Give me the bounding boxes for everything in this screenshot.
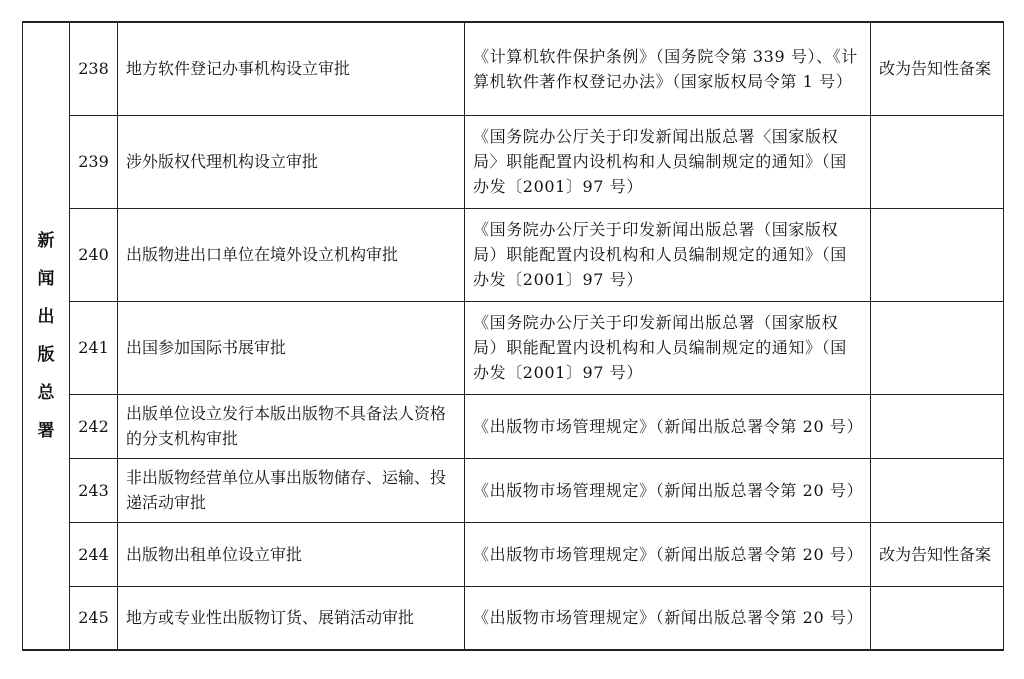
handling-note [871,394,1004,458]
handling-note: 改为告知性备案 [871,522,1004,586]
item-number: 244 [70,522,118,586]
table-row [23,22,1004,115]
item-name: 地方软件登记办事机构设立审批 [118,22,465,115]
item-number: 243 [70,458,118,522]
item-number: 240 [70,208,118,301]
handling-note [871,115,1004,208]
item-name: 出国参加国际书展审批 [118,301,465,394]
item-name: 地方或专业性出版物订货、展销活动审批 [118,586,465,650]
department-cell [23,22,70,650]
item-number: 245 [70,586,118,650]
item-name: 出版物进出口单位在境外设立机构审批 [118,208,465,301]
department-char: 出 [37,307,55,327]
legal-basis: 《出版物市场管理规定》（新闻出版总署令第 20 号） [465,586,871,650]
department-char: 署 [37,421,55,441]
item-name: 非出版物经营单位从事出版物储存、运输、投递活动审批 [118,458,465,522]
legal-basis: 《计算机软件保护条例》（国务院令第 339 号）、《计算机软件著作权登记办法》（国家版权局令第 1 号） [465,22,871,115]
table-row [23,115,1004,208]
handling-note: 改为告知性备案 [871,22,1004,115]
item-number: 239 [70,115,118,208]
item-number: 238 [70,22,118,115]
legal-basis: 《出版物市场管理规定》（新闻出版总署令第 20 号） [465,394,871,458]
table-row [23,301,1004,394]
item-name: 出版物出租单位设立审批 [118,522,465,586]
table-row [23,458,1004,522]
department-char: 总 [37,383,55,403]
item-number: 242 [70,394,118,458]
table-row [23,208,1004,301]
table-row [23,586,1004,650]
approval-items-table [22,21,1004,651]
legal-basis: 《国务院办公厅关于印发新闻出版总署（国家版权局）职能配置内设机构和人员编制规定的通知》（国办发〔2001〕97 号） [465,208,871,301]
legal-basis: 《出版物市场管理规定》（新闻出版总署令第 20 号） [465,522,871,586]
handling-note [871,458,1004,522]
legal-basis: 《国务院办公厅关于印发新闻出版总署〈国家版权局〉职能配置内设机构和人员编制规定的通知》（国办发〔2001〕97 号） [465,115,871,208]
department-char: 版 [37,345,55,365]
table-row [23,522,1004,586]
item-name: 出版单位设立发行本版出版物不具备法人资格的分支机构审批 [118,394,465,458]
handling-note [871,208,1004,301]
item-number: 241 [70,301,118,394]
table-row [23,394,1004,458]
handling-note [871,586,1004,650]
department-char: 新 [37,231,55,251]
handling-note [871,301,1004,394]
legal-basis: 《出版物市场管理规定》（新闻出版总署令第 20 号） [465,458,871,522]
legal-basis: 《国务院办公厅关于印发新闻出版总署（国家版权局）职能配置内设机构和人员编制规定的通知》（国办发〔2001〕97 号） [465,301,871,394]
department-char: 闻 [37,269,55,289]
item-name: 涉外版权代理机构设立审批 [118,115,465,208]
